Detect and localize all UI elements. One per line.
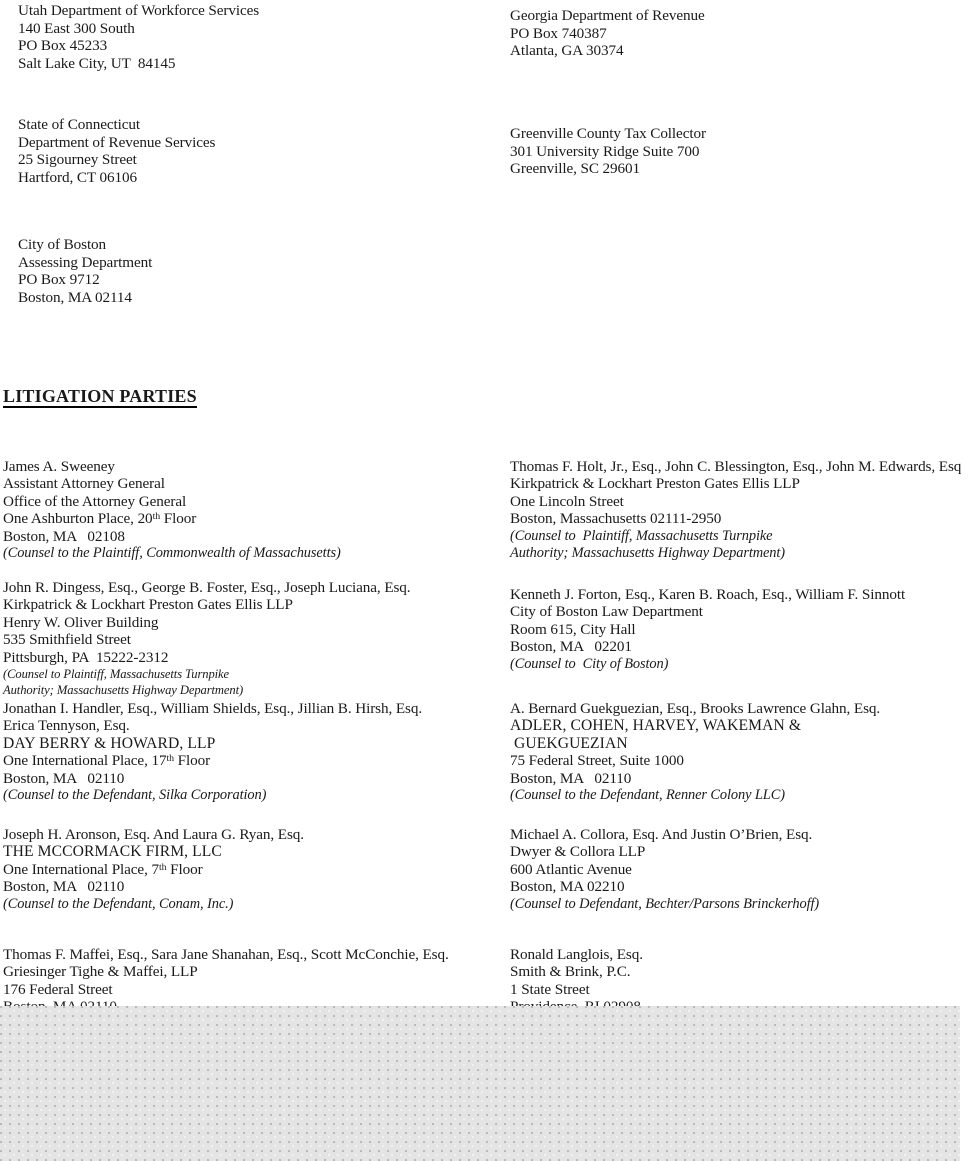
party-block-sweeney <box>3 458 503 562</box>
party-block-guekguezian <box>510 700 970 804</box>
party-org: Dwyer & Collora LLP <box>510 843 646 861</box>
party-address: Boston, MA 02108 <box>3 527 125 545</box>
party-address: 75 Federal Street, Suite 1000 <box>510 752 684 770</box>
party-address: 600 Atlantic Avenue <box>510 860 632 878</box>
party-name: John R. Dingess, Esq., George B. Foster, Esq., Joseph Luciana, Esq. <box>3 579 411 596</box>
party-counsel-note: (Counsel to Plaintiff, Massachusetts Turnpike <box>3 667 230 682</box>
address-line: Greenville, SC 29601 <box>510 160 641 178</box>
party-counsel-note: Authority; Massachusetts Highway Department) <box>3 683 244 698</box>
party-address: One International Place, 17th Floor <box>3 752 211 770</box>
party-org: Smith & Brink, P.C. <box>510 963 631 981</box>
party-block-holt <box>510 458 970 562</box>
party-org: DAY BERRY & HOWARD, LLP <box>3 734 216 752</box>
party-org: GUEKGUEZIAN <box>510 734 628 752</box>
party-name: Thomas F. Holt, Jr., Esq., John C. Blessington, Esq., John M. Edwards, Esq <box>510 458 962 475</box>
party-address: Boston, MA 02110 <box>510 769 632 787</box>
agency-address-georgia <box>510 7 960 60</box>
party-counsel-note: (Counsel to Defendant, Bechter/Parsons Brinckerhoff) <box>510 895 820 912</box>
party-address: 1 State Street <box>510 980 590 998</box>
agency-address-connecticut <box>18 116 488 186</box>
agency-address-greenville <box>510 125 960 178</box>
address-line: Hartford, CT 06106 <box>18 168 137 186</box>
party-counsel-note: (Counsel to the Plaintiff, Commonwealth of Massachusetts) <box>3 545 341 562</box>
ordinal-suffix: th <box>158 861 167 873</box>
address-line: PO Box 740387 <box>510 24 607 42</box>
agency-address-boston <box>18 236 488 306</box>
address-line: Boston, MA 02114 <box>18 288 132 306</box>
party-counsel-note: (Counsel to the Defendant, Renner Colony LLC) <box>510 787 785 804</box>
party-address: Boston, MA 02110 <box>3 878 125 896</box>
address-line: City of Boston <box>18 236 107 253</box>
party-org: Griesinger Tighe & Maffei, LLP <box>3 963 198 981</box>
address-line: Salt Lake City, UT 84145 <box>18 54 176 72</box>
party-block-aronson <box>3 826 503 913</box>
page-title: LITIGATION PARTIES <box>3 386 197 406</box>
address-line: 301 University Ridge Suite 700 <box>510 142 700 160</box>
party-org: City of Boston Law Department <box>510 603 703 621</box>
ordinal-suffix: th <box>166 753 174 765</box>
party-org: ADLER, COHEN, HARVEY, WAKEMAN & <box>510 717 802 735</box>
party-title: Assistant Attorney General <box>3 475 165 493</box>
party-counsel-note: (Counsel to the Defendant, Conam, Inc.) <box>3 895 234 912</box>
party-name: Thomas F. Maffei, Esq., Sara Jane Shanahan, Esq., Scott McConchie, Esq. <box>3 946 449 963</box>
party-address: One Ashburton Place, 20th Floor <box>3 510 197 528</box>
party-counsel-note: (Counsel to the Defendant, Silka Corporation) <box>3 787 267 804</box>
party-org: Kirkpatrick & Lockhart Preston Gates Ellis LLP <box>510 475 800 493</box>
party-counsel-note: Authority; Massachusetts Highway Department) <box>510 545 785 562</box>
address-line: 25 Sigourney Street <box>18 151 137 169</box>
party-block-dingess <box>3 579 503 699</box>
party-org: Office of the Attorney General <box>3 492 187 510</box>
address-line: Assessing Department <box>18 253 153 271</box>
party-block-collora <box>510 826 970 913</box>
address-line: PO Box 9712 <box>18 271 100 289</box>
agency-address-utah <box>18 2 488 72</box>
party-name: James A. Sweeney <box>3 458 115 475</box>
party-address: One International Place, 7th Floor <box>3 860 203 878</box>
party-address: Room 615, City Hall <box>510 620 636 638</box>
party-address: Pittsburgh, PA 15222-2312 <box>3 648 169 666</box>
party-counsel-note: (Counsel to City of Boston) <box>510 655 669 672</box>
party-address: One Lincoln Street <box>510 492 624 510</box>
address-line: Utah Department of Workforce Services <box>18 2 260 19</box>
party-name: Jonathan I. Handler, Esq., William Shields, Esq., Jillian B. Hirsh, Esq. <box>3 700 423 717</box>
address-line: Department of Revenue Services <box>18 133 216 151</box>
address-line: 140 East 300 South <box>18 19 135 37</box>
party-address: Henry W. Oliver Building <box>3 613 159 631</box>
page-background-area <box>0 1006 960 1161</box>
party-address: 535 Smithfield Street <box>3 631 131 649</box>
party-name: Kenneth J. Forton, Esq., Karen B. Roach, Esq., William F. Sinnott <box>510 586 906 603</box>
ordinal-suffix: th <box>152 511 161 523</box>
party-address: Boston, Massachusetts 02111-2950 <box>510 510 722 528</box>
party-address: Boston, MA 02110 <box>3 769 125 787</box>
address-line: Atlanta, GA 30374 <box>510 42 624 60</box>
address-line: Greenville County Tax Collector <box>510 125 706 142</box>
party-name: Ronald Langlois, Esq. <box>510 946 643 963</box>
party-address: 176 Federal Street <box>3 980 113 998</box>
party-org: Kirkpatrick & Lockhart Preston Gates Ellis LLP <box>3 596 293 614</box>
party-name: Joseph H. Aronson, Esq. And Laura G. Ryan, Esq. <box>3 826 304 843</box>
party-address: Boston, MA 02201 <box>510 638 632 656</box>
address-line: PO Box 45233 <box>18 37 108 55</box>
party-block-handler <box>3 700 503 804</box>
party-address: Boston, MA 02210 <box>510 878 625 896</box>
address-line: Georgia Department of Revenue <box>510 7 705 24</box>
party-org: THE MCCORMACK FIRM, LLC <box>3 843 222 861</box>
party-block-forton <box>510 586 970 673</box>
party-name: Michael A. Collora, Esq. And Justin O’Brien, Esq. <box>510 826 813 843</box>
party-name: A. Bernard Guekguezian, Esq., Brooks Lawrence Glahn, Esq. <box>510 700 881 717</box>
party-counsel-note: (Counsel to Plaintiff, Massachusetts Turnpike <box>510 527 773 544</box>
address-line: State of Connecticut <box>18 116 140 133</box>
party-name: Erica Tennyson, Esq. <box>3 717 130 735</box>
